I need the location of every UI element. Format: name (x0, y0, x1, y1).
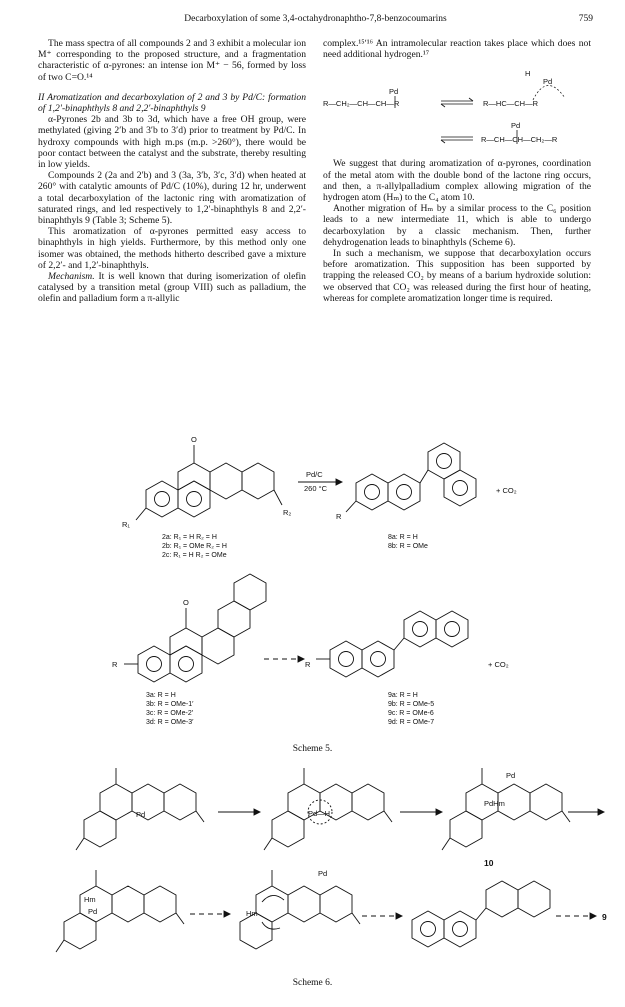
label-3b: 3b: R = OMe-1′ (146, 701, 194, 708)
reagent-bottom: 260 °C (304, 484, 328, 493)
oxygen-label: O (191, 435, 197, 444)
section-heading: II Aromatization and decarboxylation of 2 and 3 by Pd/C: formation of 1,2′-binaphthyls 8 and 2,2′-binaphthyls 9 (38, 91, 306, 115)
r-label: R (305, 660, 311, 669)
label-9b: 9b: R = OMe-5 (388, 701, 435, 708)
scheme-6-caption: Scheme 6. (292, 978, 333, 988)
scheme6-structure-a (76, 768, 204, 850)
label-2a: 2a: R₁ = H R₂ = H (162, 534, 217, 541)
oxygen-label: O (183, 598, 189, 607)
paragraph (38, 271, 306, 305)
pd-label: Pd (506, 771, 516, 780)
label-2c: 2c: R₁ = H R₂ = OMe (162, 552, 227, 559)
paragraph: This aromatization of α-pyrones permitted easy access to binaphthyls in high yields. Furthermore, by this method only one isomer was obtained, the methods hitherto described gave a mixture of 2,2′- and 1,2′-binaphthyls. (38, 226, 306, 271)
r2-label: R₂ (283, 508, 292, 517)
compound-3-structure (124, 574, 266, 682)
paragraph: Compounds 2 (2a and 2′b) and 3 (3a, 3′b, 3′c, 3′d) when heated at 260° with catalytic amounts of Pd/C (10%), during 12 hr, underwent a total decarboxylation of the lactonic ring with aromatization of saturated rings, and led respectively to 1,2′-binaphthyls 8 and 2,2′-binaphthyls 9 (Table 3; Scheme 5). (38, 170, 306, 227)
pd-label: Pd (318, 869, 328, 878)
r-label: R (112, 660, 118, 669)
scheme-6 (0, 762, 625, 972)
scheme-5 (0, 415, 625, 745)
label-3c: 3c: R = OMe-2′ (146, 710, 194, 717)
equation-allyl: R—HC—CH—R (483, 99, 538, 109)
page-number: 759 (578, 14, 593, 24)
scheme-5-caption: Scheme 5. (292, 744, 333, 754)
running-title: Decarboxylation of some 3,4-octahydronaphtho-7,8-benzocoumarins (184, 14, 447, 24)
r-label: R (336, 512, 342, 521)
paragraph: complex.¹⁵ʹ¹⁶ An intramolecular reaction takes place which does not need additional hydrogen.¹⁷ (323, 38, 591, 61)
paragraph: We suggest that during aromatization of α-pyrones, coordination of the metal atom with the double bond of the lactone ring occurs, and then, a π-allylpalladium complex allowing migration of the hydrogen atom (Hₘ) to the C₄ atom 10. (323, 158, 591, 204)
pd-label: Pd (511, 121, 521, 131)
paragraph: α-Pyrones 2b and 3b to 3d, which have a free OH group, were methylated (giving 2′b and 3′b to 3′d) prior to treatment by Pd/C. In hydroxy compounds with high m.ps (m.p. >260°), there would be poor contact between the catalyst and the substrate, thereby resulting in low yields. (38, 114, 306, 171)
hm-label: Hm (84, 895, 96, 904)
pd-label: Pd (543, 77, 553, 87)
compound-2-structure (136, 445, 282, 520)
label-9d: 9d: R = OMe-7 (388, 719, 435, 726)
scheme-5-drawing (0, 415, 625, 745)
h-label: H (525, 69, 531, 79)
co2-label: + CO₂ (488, 660, 509, 669)
r1-label: R₁ (122, 520, 130, 529)
label-8b: 8b: R = OMe (388, 543, 428, 550)
label-3a: 3a: R = H (146, 692, 176, 699)
pd-h-label: Pd—H (308, 809, 331, 818)
paragraph-lead: Mechanism. (48, 271, 95, 283)
pi-allyl-equation (323, 62, 591, 152)
paragraph: The mass spectra of all compounds 2 and 3 exhibit a molecular ion M⁺ corresponding to the proposed structure, and a fragmentation characteristic of α-pyrones: an intense ion M⁺ − 56, formed by loss of two C=O.¹⁴ (38, 38, 306, 83)
compound-10-label: 10 (484, 858, 494, 868)
compound-2-labels (162, 533, 227, 560)
label-2b: 2b: R₁ = OMe R₂ = H (162, 543, 227, 550)
label-9a: 9a: R = H (388, 692, 418, 699)
equation-product: R—CH—CH—CH₂—R (481, 135, 558, 145)
scheme-6-drawing (0, 762, 625, 972)
paragraph: In such a mechanism, we suppose that decarboxylation occurs before aromatization. This supposition has been supported by trapping the released CO₂ by means of a barium hydroxide solution: we observed that CO₂ was released during the first hour of heating, whereas for complete aromatization longer time is required. (323, 248, 591, 304)
pd-hm-label: PdHm (484, 799, 505, 808)
compound-3-labels (146, 691, 193, 727)
compound-9-structure (316, 611, 468, 677)
left-column (38, 38, 306, 305)
right-column (323, 38, 591, 304)
compound-9-label: 9 (602, 912, 607, 922)
page-header (38, 14, 593, 28)
label-8a: 8a: R = H (388, 534, 418, 541)
hm-label: Hm (246, 909, 258, 918)
pd-label: Pd (88, 907, 98, 916)
compound-8-structure (346, 443, 476, 512)
co2-label: + CO₂ (496, 486, 517, 495)
label-3d: 3d: R = OMe-3′ (146, 719, 194, 726)
paragraph: Another migration of Hₘ by a similar process to the C₆ position leads to a new intermediate 11, which is able to undergo decarboxylation by a classic mechanism. Then, further dehydrogenation leads to binaphthyls (Scheme 6). (323, 203, 591, 248)
compound-8-labels (388, 533, 428, 551)
compound-9-labels (388, 691, 434, 727)
paragraph-text: It is well known that during isomerization of olefin catalysed by a transition metal (group VIII) such as palladium, the olefin and palladium form a π-allylic (38, 271, 306, 305)
scheme6-structure-d (56, 870, 184, 952)
scheme6-structure-10 (442, 768, 570, 850)
label-9c: 9c: R = OMe-6 (388, 710, 434, 717)
pd-label: Pd (389, 87, 399, 97)
scheme6-structure-e (240, 870, 360, 949)
reagent-top: Pd/C (306, 470, 323, 479)
scheme6-structure-f (412, 881, 550, 947)
pd-label: Pd (136, 810, 146, 819)
equation-reactant: R—CH₂—CH—CH—R (323, 99, 400, 109)
